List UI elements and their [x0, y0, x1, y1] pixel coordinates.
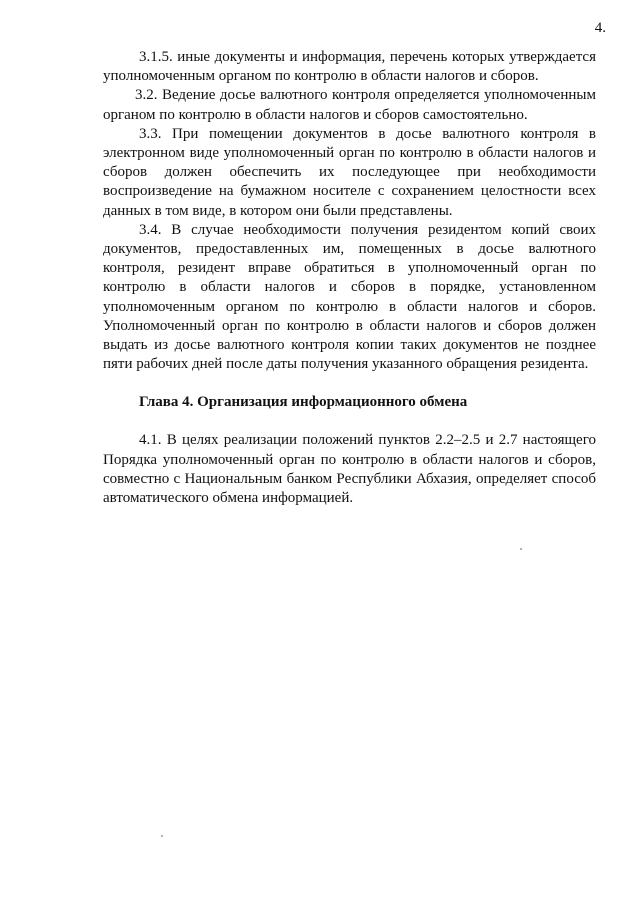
- paragraph-3-1-5: 3.1.5. иные документы и информация, перечень которых утверждается уполномоченным органом по контролю в области налогов и сборов.: [103, 49, 596, 85]
- scan-speck: [161, 835, 163, 837]
- scan-speck: [520, 548, 522, 550]
- paragraph-4-1: 4.1. В целях реализации положений пунктов 2.2–2.5 и 2.7 настоящего Порядка уполномоченный орган по контролю в области налогов и сборов, совместно с Национальным банком Республики Абхазия, определяет способ автоматического обмена информацией.: [103, 432, 596, 507]
- document-body: [103, 48, 596, 508]
- page-number: 4.: [594, 20, 606, 36]
- paragraph-3-2: 3.2. Ведение досье валютного контроля определяется уполномоченным органом по контролю в области налогов и сборов самостоятельно.: [103, 87, 596, 123]
- paragraph-3-3: 3.3. При помещении документов в досье валютного контроля в электронном виде уполномоченный орган по контролю в области налогов и сборов должен обеспечить их последующее при необходимости воспроизведение на бумажном носителе с сохранением целостности всех данных в том виде, в котором они были представлены.: [103, 125, 596, 219]
- paragraph-3-4: 3.4. В случае необходимости получения резидентом копий своих документов, предоставленных им, помещенных в досье валютного контроля, резидент вправе обратиться в уполномоченный орган по контролю в области налогов и сборов в порядке, установленном уполномоченным органом по контролю в области налогов и сборов. Уполномоченный орган по контролю в области налогов и сборов должен выдать из досье валютного контроля копии таких документов не позднее пяти рабочих дней после даты получения указанного обращения резидента.: [103, 221, 596, 373]
- chapter-4-title: Глава 4. Организация информационного обмена: [139, 394, 468, 411]
